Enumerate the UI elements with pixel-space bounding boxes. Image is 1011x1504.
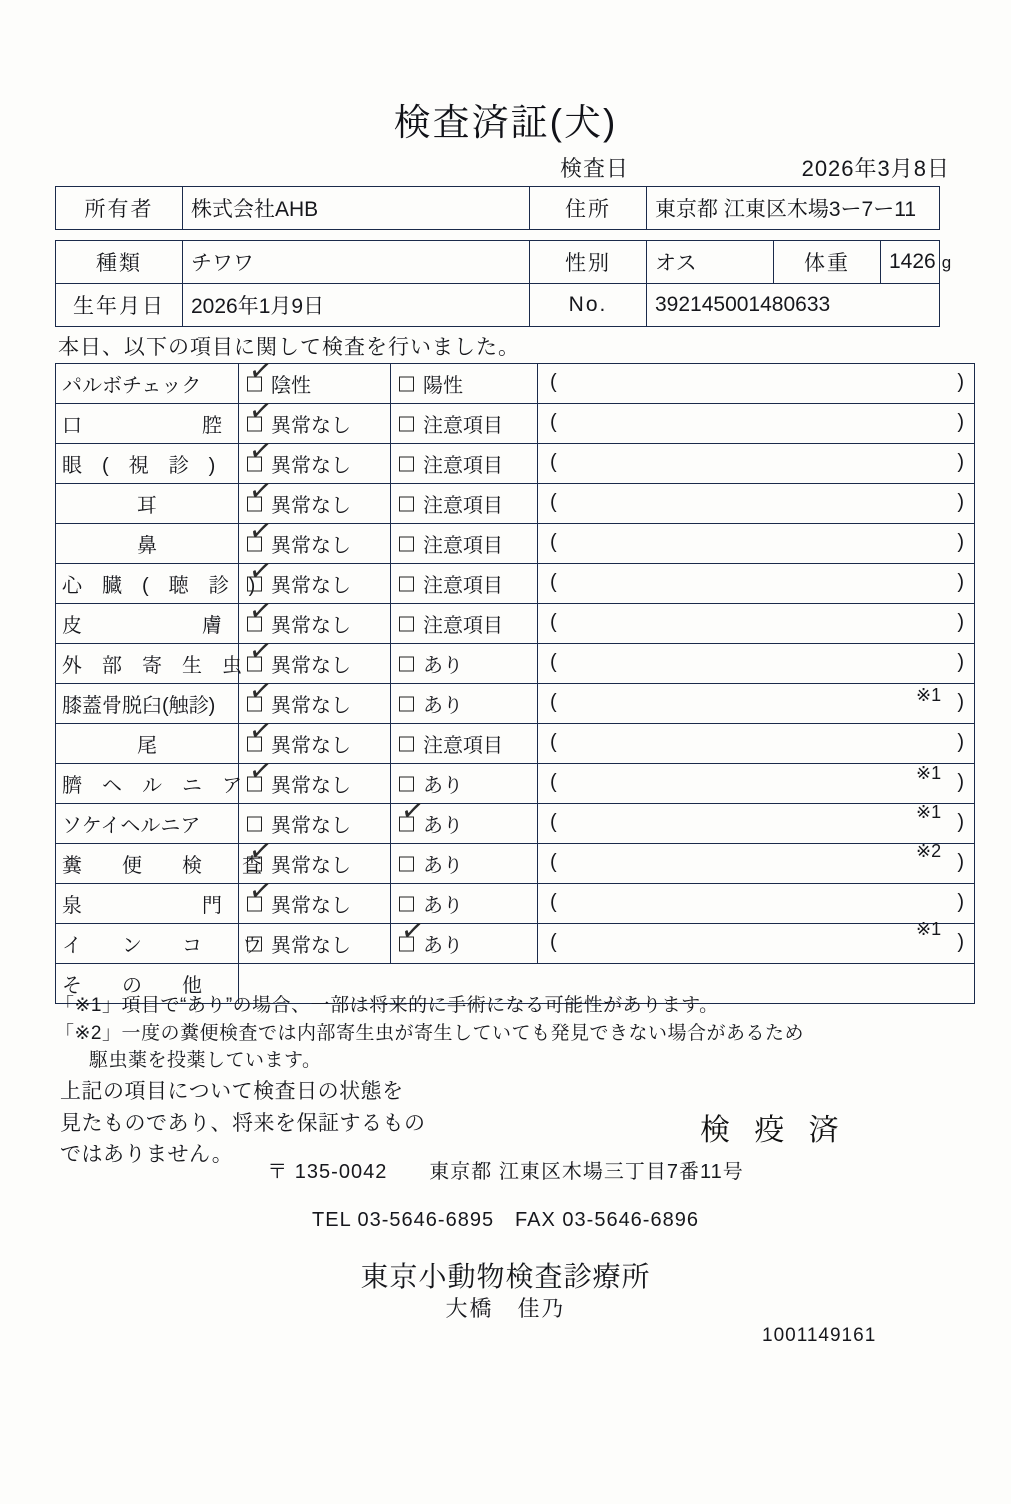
table-row — [56, 804, 975, 844]
remarks-cell[interactable] — [538, 444, 975, 484]
item-name-text: 皮 膚 — [62, 615, 222, 637]
checkbox-icon[interactable] — [399, 656, 414, 671]
option-cell[interactable] — [239, 752, 391, 804]
table-row — [56, 604, 975, 644]
item-name — [56, 524, 239, 564]
check-mark-icon: ✓ — [246, 672, 275, 709]
checkbox-option[interactable] — [398, 912, 463, 958]
check-mark-icon: ✓ — [398, 912, 427, 949]
table-row — [56, 364, 975, 404]
checkbox-option[interactable] — [399, 489, 503, 518]
footnote-mark: ※1 — [916, 802, 942, 822]
item-name — [56, 364, 239, 404]
address-value: 東京都 江東区木場3ー7ー11 — [647, 187, 940, 230]
remarks-cell[interactable] — [538, 564, 975, 604]
checkbox-icon[interactable] — [399, 856, 414, 871]
item-name — [56, 404, 239, 444]
option-label: 注意項目 — [423, 415, 503, 437]
option-label: 注意項目 — [423, 495, 503, 517]
birth-label: 生年月日 — [56, 284, 183, 327]
item-name — [56, 564, 256, 604]
footnote-2: 「※2」一度の糞便検査では内部寄生虫が寄生していても発見できない場合があるため — [55, 1022, 804, 1044]
paren-right: ) — [957, 931, 964, 953]
remarks-cell[interactable] — [538, 844, 975, 884]
option-cell[interactable] — [239, 924, 391, 964]
option-label: 異常なし — [271, 815, 351, 837]
option-label: 異常なし — [271, 695, 351, 717]
item-name — [56, 844, 262, 884]
footnotes — [55, 992, 804, 1075]
item-name-text: イ ン コ ウ — [62, 935, 262, 957]
checkbox-option[interactable] — [399, 849, 463, 878]
birth-value: 2026年1月9日 — [183, 284, 530, 327]
item-name-text: そ の 他 — [62, 975, 202, 997]
check-mark-icon: ✓ — [246, 392, 275, 429]
item-name-text: ソケイヘルニア — [62, 815, 201, 837]
exam-date-row — [560, 152, 950, 183]
remarks-cell[interactable] — [538, 884, 975, 924]
option-cell[interactable] — [239, 872, 391, 924]
check-mark-icon: ✓ — [246, 832, 275, 869]
item-name — [56, 444, 239, 484]
owner-label: 所有者 — [56, 187, 183, 230]
table-row — [56, 724, 975, 764]
option-label: 注意項目 — [423, 455, 503, 477]
option-cell[interactable] — [391, 404, 538, 444]
option-label: あり — [423, 855, 463, 877]
table-row — [56, 284, 940, 327]
paren-right: ) — [957, 571, 964, 593]
option-label: 陽性 — [423, 375, 463, 397]
checkbox-icon[interactable] — [399, 736, 414, 751]
option-label: 異常なし — [271, 495, 351, 517]
remarks-cell[interactable] — [538, 684, 975, 724]
check-mark-icon: ✓ — [246, 472, 275, 509]
table-row — [56, 684, 975, 724]
paren-left: ( — [550, 611, 557, 633]
weight-label: 体重 — [774, 241, 881, 284]
paren-left: ( — [550, 771, 557, 793]
paren-right: ) — [957, 651, 964, 673]
option-cell[interactable] — [391, 644, 538, 684]
table-row — [56, 764, 975, 804]
item-name-text: 尾 — [137, 735, 157, 757]
option-label: 注意項目 — [423, 575, 503, 597]
checkbox-option[interactable] — [399, 569, 503, 598]
page-title: 検査済証(犬) — [393, 102, 618, 143]
breed-value: チワワ — [183, 241, 530, 284]
checkbox-option[interactable] — [399, 449, 503, 478]
check-mark-icon: ✓ — [246, 632, 275, 669]
paren-left: ( — [550, 651, 557, 673]
remarks-cell[interactable] — [538, 924, 975, 964]
paren-left: ( — [550, 731, 557, 753]
quarantine-stamp: 検 疫 済 — [700, 1114, 847, 1147]
paren-right: ) — [957, 611, 964, 633]
weight-cell — [881, 241, 952, 284]
no-value: 392145001480633 — [647, 284, 940, 327]
option-label: あり — [423, 695, 463, 717]
checkbox-option[interactable] — [398, 792, 463, 838]
option-cell[interactable] — [391, 912, 538, 964]
paren-left: ( — [550, 571, 557, 593]
check-mark-icon: ✓ — [398, 792, 427, 829]
item-name-text: 泉 門 — [62, 895, 222, 917]
item-name — [56, 684, 239, 724]
disclaimer-line-2: 見たものであり、将来を保証するもの — [60, 1111, 426, 1135]
option-cell[interactable] — [391, 604, 538, 644]
option-cell[interactable] — [391, 484, 538, 524]
table-row — [56, 241, 940, 284]
paren-left: ( — [550, 371, 557, 393]
checkbox-icon[interactable] — [247, 816, 262, 831]
checkbox-icon[interactable] — [399, 376, 414, 391]
paren-left: ( — [550, 491, 557, 513]
item-name — [56, 764, 242, 804]
option-cell[interactable] — [391, 524, 538, 564]
paren-left: ( — [550, 931, 557, 953]
option-label: 注意項目 — [423, 615, 503, 637]
item-name-text: 糞 便 検 査 — [62, 855, 262, 877]
paren-right: ) — [957, 771, 964, 793]
table-row — [56, 564, 975, 604]
address-label: 住所 — [530, 187, 647, 230]
serial-number: 1001149161 — [762, 1325, 877, 1346]
paren-right: ) — [957, 691, 964, 713]
option-label: 異常なし — [271, 855, 351, 877]
option-cell[interactable] — [391, 684, 538, 724]
footnote-mark: ※1 — [916, 685, 942, 705]
option-label: あり — [423, 775, 463, 797]
check-mark-icon: ✓ — [246, 512, 275, 549]
option-label: 異常なし — [271, 735, 351, 757]
item-name — [56, 724, 239, 764]
check-mark-icon: ✓ — [246, 872, 275, 909]
footnote-1: 「※1」項目で“あり”の場合、一部は将来的に手術になる可能性があります。 — [55, 995, 719, 1016]
breed-label: 種類 — [56, 241, 183, 284]
clinic-telephone: TEL 03-5646-6895 FAX 03-5646-6896 — [312, 1209, 699, 1231]
paren-left: ( — [550, 891, 557, 913]
check-mark-icon: ✓ — [246, 712, 275, 749]
check-mark-icon: ✓ — [246, 752, 275, 789]
table-row — [56, 444, 975, 484]
option-cell[interactable] — [391, 792, 538, 844]
check-mark-icon: ✓ — [246, 552, 275, 589]
option-label: 異常なし — [271, 455, 351, 477]
checkbox-option[interactable] — [399, 689, 463, 718]
option-label: 注意項目 — [423, 535, 503, 557]
clinic-address: 〒 135-0042 東京都 江東区木場三丁目7番11号 — [267, 1161, 744, 1183]
checkbox-option[interactable] — [399, 649, 463, 678]
exam-date-label: 検査日 — [560, 156, 630, 181]
table-row — [56, 844, 975, 884]
checkbox-option[interactable] — [246, 752, 351, 798]
owner-table — [55, 186, 940, 230]
owner-value: 株式会社AHB — [183, 187, 530, 230]
paren-right: ) — [957, 371, 964, 393]
paren-left: ( — [550, 411, 557, 433]
footnote-mark: ※1 — [916, 763, 942, 783]
disclaimer-line-1: 上記の項目について検査日の状態を — [60, 1080, 404, 1103]
item-name — [56, 924, 262, 964]
paren-right: ) — [957, 451, 964, 473]
sex-value: オス — [647, 241, 774, 284]
item-name — [56, 644, 242, 684]
option-label: 異常なし — [271, 775, 351, 797]
item-name-text: 眼 ( 視 診 ) — [62, 455, 216, 477]
footnote-3: 駆虫薬を投薬しています。 — [89, 1050, 322, 1072]
item-name — [56, 804, 239, 844]
clinic-name: 東京小動物検査診療所 — [360, 1261, 651, 1292]
option-cell[interactable] — [391, 564, 538, 604]
paren-left: ( — [550, 451, 557, 473]
checkbox-icon[interactable] — [399, 696, 414, 711]
checkbox-option[interactable] — [399, 369, 463, 398]
weight-value: 1426 — [889, 250, 936, 273]
item-name-text: 臍 ヘ ル ニ ア — [62, 775, 242, 797]
option-label: あり — [423, 895, 463, 917]
item-name-text: 口 腔 — [62, 415, 222, 437]
exam-date-value: 2026年3月8日 — [801, 156, 950, 181]
paren-left: ( — [550, 851, 557, 873]
remarks-cell[interactable] — [538, 484, 975, 524]
check-mark-icon: ✓ — [246, 592, 275, 629]
option-cell[interactable] — [391, 844, 538, 884]
checkbox-option[interactable] — [399, 609, 503, 638]
item-name-text: 耳 — [137, 495, 157, 517]
paren-right: ) — [957, 531, 964, 553]
item-name — [56, 604, 239, 644]
weight-unit: g — [941, 253, 952, 272]
checkbox-icon[interactable] — [247, 936, 262, 951]
option-label: 異常なし — [271, 655, 351, 677]
remarks-cell[interactable] — [538, 764, 975, 804]
remarks-cell[interactable] — [538, 644, 975, 684]
sex-label: 性別 — [530, 241, 647, 284]
checkbox-option[interactable] — [246, 872, 351, 918]
checkbox-icon[interactable] — [399, 496, 414, 511]
paren-left: ( — [550, 531, 557, 553]
paren-right: ) — [957, 731, 964, 753]
remarks-cell[interactable] — [538, 724, 975, 764]
item-name-text: 膝蓋骨脱臼(触診) — [62, 695, 216, 717]
table-row — [56, 484, 975, 524]
paren-right: ) — [957, 891, 964, 913]
item-name-text: パルボチェック — [62, 375, 202, 397]
option-label: 注意項目 — [423, 735, 503, 757]
table-row — [56, 187, 940, 230]
option-label: 異常なし — [271, 415, 351, 437]
table-row — [56, 644, 975, 684]
checkbox-icon[interactable] — [399, 416, 414, 431]
paren-right: ) — [957, 811, 964, 833]
checkbox-icon[interactable] — [399, 576, 414, 591]
footnote-mark: ※1 — [916, 919, 942, 939]
table-row — [56, 404, 975, 444]
option-label: 陰性 — [271, 375, 311, 397]
option-label: 異常なし — [271, 535, 351, 557]
option-label: あり — [423, 935, 463, 957]
disclaimer-line-3: ではありません。 — [60, 1143, 234, 1166]
remarks-cell[interactable] — [538, 804, 975, 844]
option-label: 異常なし — [271, 575, 351, 597]
check-mark-icon: ✓ — [246, 432, 275, 469]
no-label: No. — [530, 284, 647, 327]
option-cell[interactable] — [391, 364, 538, 404]
remarks-cell[interactable] — [538, 364, 975, 404]
option-label: 異常なし — [271, 895, 351, 917]
option-label: あり — [423, 815, 463, 837]
option-cell[interactable] — [391, 444, 538, 484]
checkbox-icon[interactable] — [399, 536, 414, 551]
option-cell[interactable] — [391, 724, 538, 764]
checkbox-icon[interactable] — [399, 896, 414, 911]
paren-right: ) — [957, 851, 964, 873]
table-row — [56, 524, 975, 564]
item-name — [56, 884, 239, 924]
remarks-cell[interactable] — [538, 604, 975, 644]
item-name-text: 鼻 — [137, 535, 157, 557]
remarks-cell[interactable] — [538, 404, 975, 444]
checkbox-option[interactable] — [399, 409, 503, 438]
item-name — [56, 484, 239, 524]
option-label: あり — [423, 655, 463, 677]
option-label: 異常なし — [271, 935, 351, 957]
checkbox-icon[interactable] — [399, 456, 414, 471]
notice-text: 本日、以下の項目に関して検査を行いました。 — [58, 336, 520, 359]
table-row — [56, 884, 975, 924]
checkbox-option[interactable] — [399, 729, 503, 758]
remarks-cell[interactable] — [538, 524, 975, 564]
paren-left: ( — [550, 811, 557, 833]
animal-info-table — [55, 240, 952, 327]
check-mark-icon: ✓ — [246, 352, 275, 389]
paren-right: ) — [957, 411, 964, 433]
paren-right: ) — [957, 491, 964, 513]
table-row — [56, 924, 975, 964]
item-name-text: 心 臓 ( 聴 診 ) — [62, 575, 256, 597]
checkbox-icon[interactable] — [399, 776, 414, 791]
item-name-text: 外 部 寄 生 虫 — [62, 655, 242, 677]
doctor-name: 大橋 佳乃 — [445, 1296, 566, 1321]
checkbox-option[interactable] — [247, 929, 351, 958]
inspection-items-table — [55, 352, 975, 1004]
checkbox-icon[interactable] — [399, 616, 414, 631]
option-label: 異常なし — [271, 615, 351, 637]
checkbox-option[interactable] — [399, 529, 503, 558]
footnote-mark: ※2 — [916, 841, 942, 861]
paren-left: ( — [550, 691, 557, 713]
